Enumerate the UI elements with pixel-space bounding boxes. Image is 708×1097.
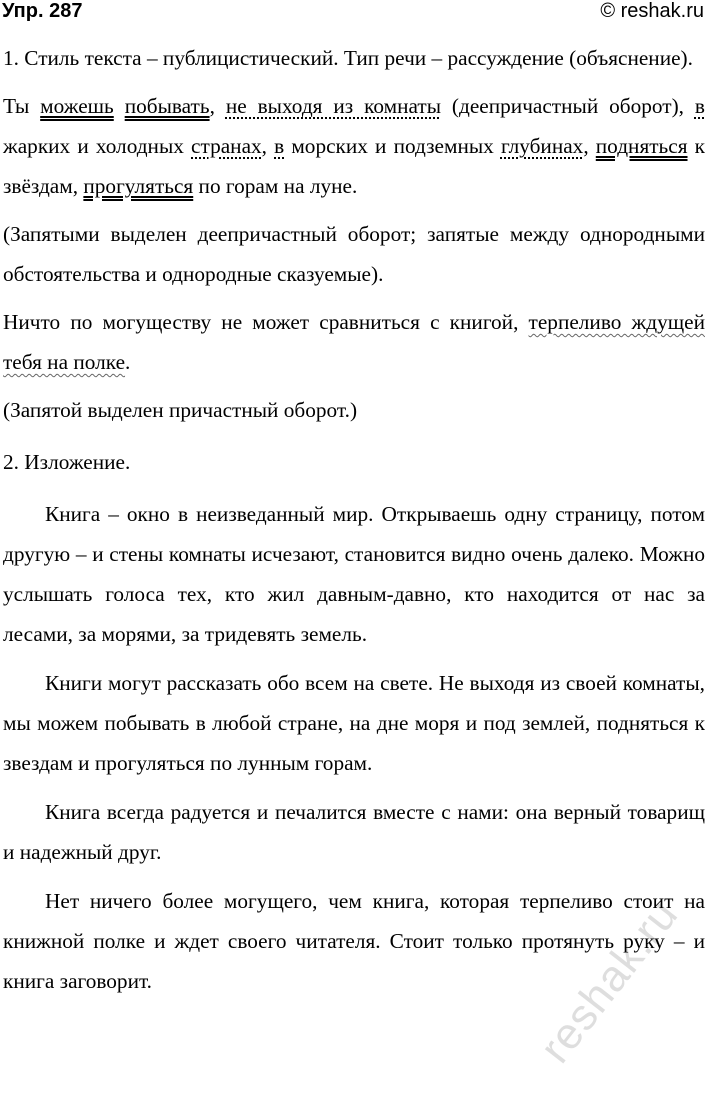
preposition: в [274,134,285,158]
adverbial-phrase: не выходя из комнаты [225,94,441,118]
watermark: reshak.ru [530,890,688,1073]
text-paragraph-1: Книга – окно в неизведанный мир. Открываешь одну страницу, потом другую – и стены комнаты исчезают, становится видно очень далеко. Можно услышать голоса тех, кто жил давным-давно, кто находится от нас за лесами, за морями, за тридевять земель. [3,502,705,646]
paragraph-note-2: (Запятой выделен причастный оборот.) [3,398,358,422]
predicate-word: прогуляться [83,174,194,198]
predicate-word: побывать [124,94,210,118]
page-header [0,0,708,28]
paragraph-analysis-2: Ничто по могуществу не может сравниться с книгой, терпеливо ждущей тебя на полке. [3,310,705,374]
exercise-number: Упр. 287 [2,0,83,22]
document-body [3,38,705,1010]
adverbial-word: глубинах [500,134,584,158]
predicate-word: можешь [40,94,114,118]
predicate-word: подняться [595,134,688,158]
participle-phrase: терпеливо ждущей тебя на полке [3,310,705,374]
paragraph-style: 1. Стиль текста – публицистический. Тип речи – рассуждение (объяснение). [3,46,693,70]
adverbial-word: странах [191,134,262,158]
paragraph-note-1: (Запятыми выделен деепричастный оборот; запятые между однородными обстоятельства и однородные сказуемые). [3,222,705,286]
site-credit: © reshak.ru [600,0,704,22]
text-paragraph-3: Книга всегда радуется и печалится вместе с нами: она верный товарищ и надежный друг. [3,800,705,864]
paragraph-analysis-1: Ты можешь побывать, не выходя из комнаты (деепричастный оборот), в жарких и холодных странах, в морских и подземных глубинах, подняться к звёздам, прогуляться по горам на луне. [3,94,705,198]
preposition: в [694,94,705,118]
text-paragraph-4: Нет ничего более могущего, чем книга, которая терпеливо стоит на книжной полке и ждет своего читателя. Стоит только протянуть руку – и книга заговорит. [3,889,705,993]
text-paragraph-2: Книги могут рассказать обо всем на свете. Не выходя из своей комнаты, мы можем побывать в любой стране, на дне моря и под землей, подняться к звездам и прогуляться по лунным горам. [3,671,705,775]
section-heading: 2. Изложение. [3,450,131,474]
